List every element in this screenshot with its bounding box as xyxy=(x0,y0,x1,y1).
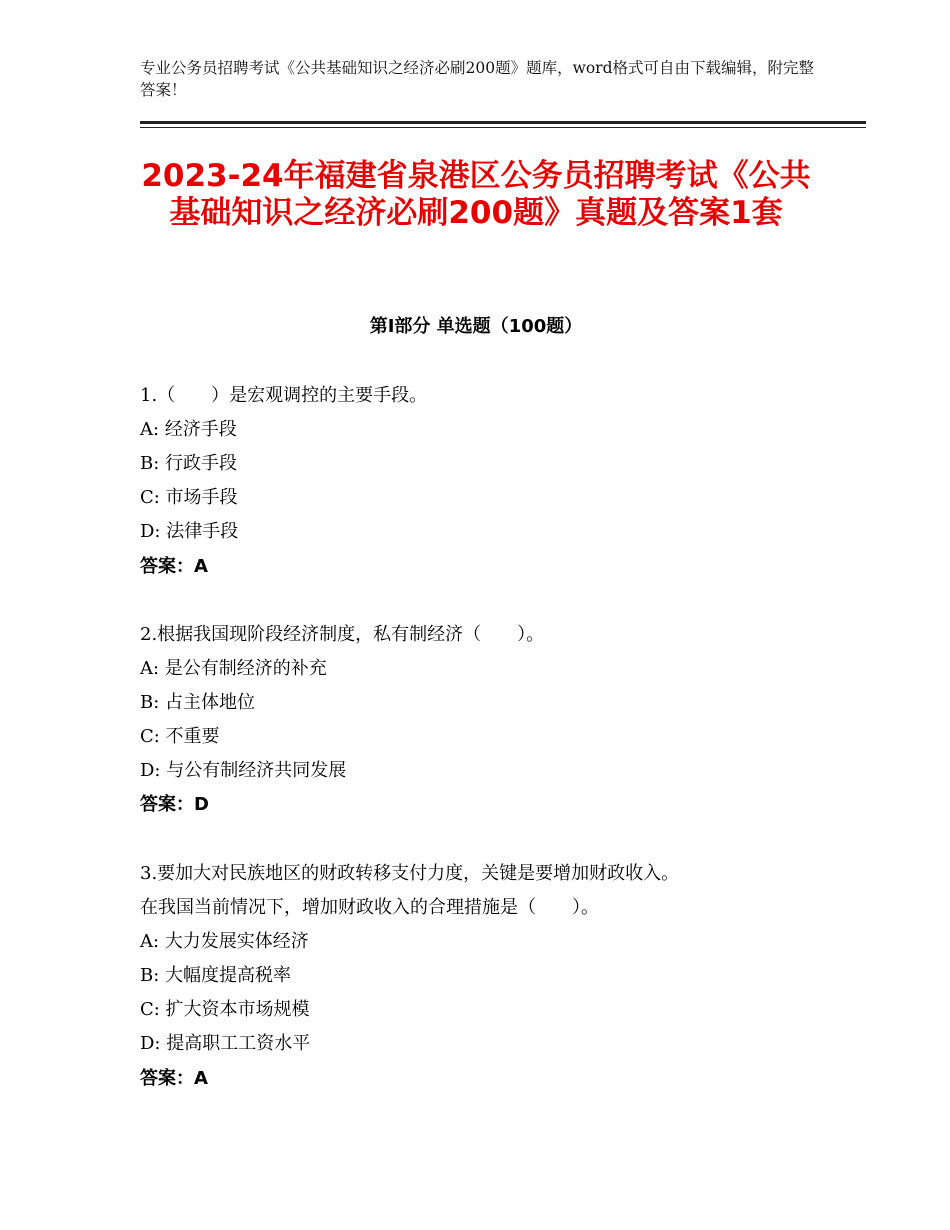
document-title: 2023-24年福建省泉港区公务员招聘考试《公共基础知识之经济必刷200题》真题及答案1套 xyxy=(141,158,811,231)
question-1-option-d: D: 法律手段 xyxy=(140,521,239,542)
question-3-option-a: A: 大力发展实体经济 xyxy=(140,931,309,952)
question-3-stem-line-2: 在我国当前情况下，增加财政收入的合理措施是（ ）。 xyxy=(140,897,599,918)
question-2-stem: 2.根据我国现阶段经济制度，私有制经济（ ）。 xyxy=(140,624,545,645)
question-1-option-c: C: 市场手段 xyxy=(140,487,238,508)
header-note: 专业公务员招聘考试《公共基础知识之经济必刷200题》题库，word格式可自由下载编辑，附完整答案！ xyxy=(140,59,815,99)
question-1-answer: 答案：A xyxy=(140,556,208,577)
question-3-answer: 答案：A xyxy=(140,1068,208,1089)
question-3-option-d: D: 提高职工工资水平 xyxy=(140,1033,311,1054)
question-3-option-b: B: 大幅度提高税率 xyxy=(140,965,292,986)
question-2-option-d: D: 与公有制经济共同发展 xyxy=(140,760,347,781)
question-2-option-c: C: 不重要 xyxy=(140,726,220,747)
question-2-option-b: B: 占主体地位 xyxy=(140,692,256,713)
question-1-option-a: A: 经济手段 xyxy=(140,419,237,440)
question-2-answer: 答案：D xyxy=(140,794,209,815)
question-3-option-c: C: 扩大资本市场规模 xyxy=(140,999,310,1020)
header-rule-thick xyxy=(140,121,866,124)
question-3-stem-line-1: 3.要加大对民族地区的财政转移支付力度，关键是要增加财政收入。 xyxy=(140,863,680,884)
header-rule-thin xyxy=(140,127,866,128)
question-1-option-b: B: 行政手段 xyxy=(140,453,238,474)
question-1-stem: 1.（ ）是宏观调控的主要手段。 xyxy=(140,385,428,406)
question-2-option-a: A: 是公有制经济的补充 xyxy=(140,658,327,679)
section-heading: 第Ⅰ部分 单选题（100题） xyxy=(369,316,583,337)
